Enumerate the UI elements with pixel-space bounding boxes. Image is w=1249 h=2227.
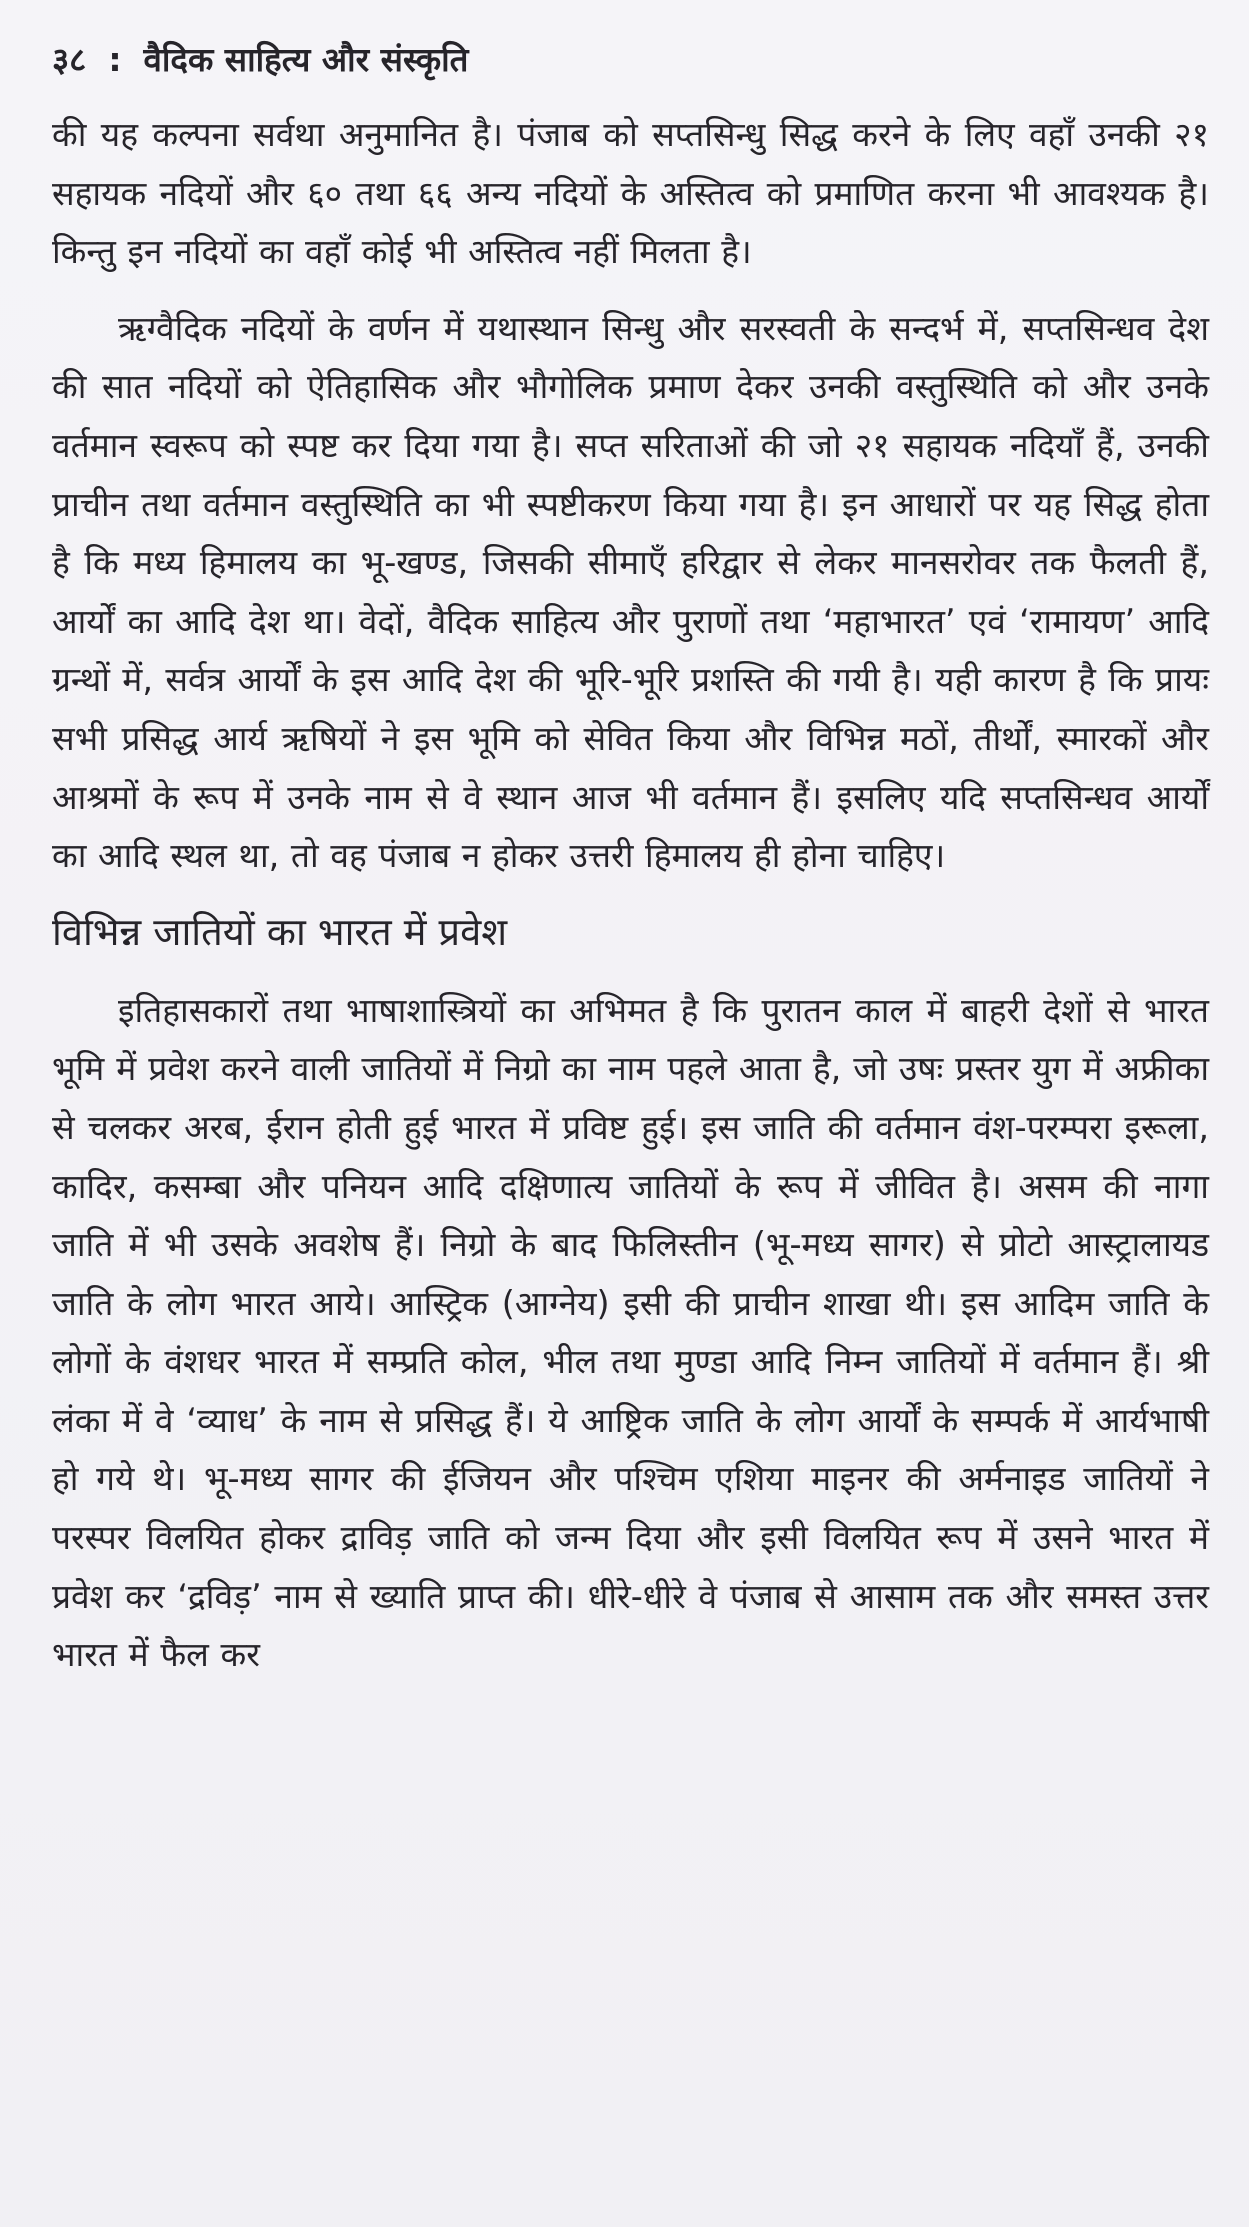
paragraph-rigvedic-rivers: ऋग्वैदिक नदियों के वर्णन में यथास्थान सिन्धु और सरस्वती के सन्दर्भ में, सप्तसिन्धव देश की सात नदियों को ऐतिहासिक और भौगोलिक प्रमाण देकर उनकी वस्तुस्थिति को और उनके वर्तमान स्वरूप को स्पष्ट कर दिया गया है। सप्त सरिताओं की जो २१ सहायक नदियाँ हैं, उनकी प्राचीन तथा वर्तमान वस्तुस्थिति का भी स्पष्टीकरण किया गया है। इन आधारों पर यह सिद्ध होता है कि मध्य हिमालय का भू-खण्ड, जिसकी सीमाएँ हरिद्वार से लेकर मानसरोवर तक फैलती हैं, आर्यों का आदि देश था। वेदों, वैदिक साहित्य और पुराणों तथा ‘महाभारत’ एवं ‘रामायण’ आदि ग्रन्थों में, सर्वत्र आर्यों के इस आदि देश की भूरि-भूरि प्रशस्ति की गयी है। यही कारण है कि प्रायः सभी प्रसिद्ध आर्य ऋषियों ने इस भूमि को सेवित किया और विभिन्न मठों, तीर्थों, स्मारकों और आश्रमों के रूप में उनके नाम से वे स्थान आज भी वर्तमान हैं। इसलिए यदि सप्तसिन्धव आर्यों का आदि स्थल था, तो वह पंजाब न होकर उत्तरी हिमालय ही होना चाहिए। bbox=[52, 308, 1209, 876]
running-head bbox=[52, 30, 1209, 90]
paragraph-races-entry: इतिहासकारों तथा भाषाशास्त्रियों का अभिमत है कि पुरातन काल में बाहरी देशों से भारत भूमि में प्रवेश करने वाली जातियों में निग्रो का नाम पहले आता है, जो उषः प्रस्तर युग में अफ्रीका से चलकर अरब, ईरान होती हुई भारत में प्रविष्ट हुई। इस जाति की वर्तमान वंश-परम्परा इरूला, कादिर, कसम्बा और पनियन आदि दक्षिणात्य जातियों के रूप में जीवित है। असम की नागा जाति में भी उसके अवशेष हैं। निग्रो के बाद फिलिस्तीन (भू-मध्य सागर) से प्रोटो आस्ट्रालायड जाति के लोग भारत आये। आस्ट्रिक (आग्नेय) इसी की प्राचीन शाखा थी। इस आदिम जाति के लोगों के वंशधर भारत में सम्प्रति कोल, भील तथा मुण्डा आदि निम्न जातियों में वर्तमान हैं। श्री लंका में वे ‘व्याध’ के नाम से प्रसिद्ध हैं। ये आष्ट्रिक जाति के लोग आर्यों के सम्पर्क में आर्यभाषी हो गये थे। भू-मध्य सागर की ईजियन और पश्चिम एशिया माइनर की अर्मनाइड जातियों ने परस्पर विलयित होकर द्राविड़ जाति को जन्म दिया और इसी विलयित रूप में उसने भारत में प्रवेश कर ‘द्रविड़’ नाम से ख्याति प्राप्त की। धीरे-धीरे वे पंजाब से आसाम तक और समस्त उत्तर भारत में फैल कर bbox=[52, 990, 1209, 1675]
section-heading: विभिन्न जातियों का भारत में प्रवेश bbox=[52, 909, 508, 954]
book-title: वैदिक साहित्य और संस्कृति bbox=[143, 40, 469, 79]
page-number: ३८ bbox=[52, 40, 87, 79]
header-separator: : bbox=[108, 40, 122, 79]
paragraph-continued: की यह कल्पना सर्वथा अनुमानित है। पंजाब को सप्तसिन्धु सिद्ध करने के लिए वहाँ उनकी २१ सहायक नदियों और ६० तथा ६६ अन्य नदियों के अस्तित्व को प्रमाणित करना भी आवश्यक है। किन्तु इन नदियों का वहाँ कोई भी अस्तित्व नहीं मिलता है। bbox=[52, 115, 1209, 272]
